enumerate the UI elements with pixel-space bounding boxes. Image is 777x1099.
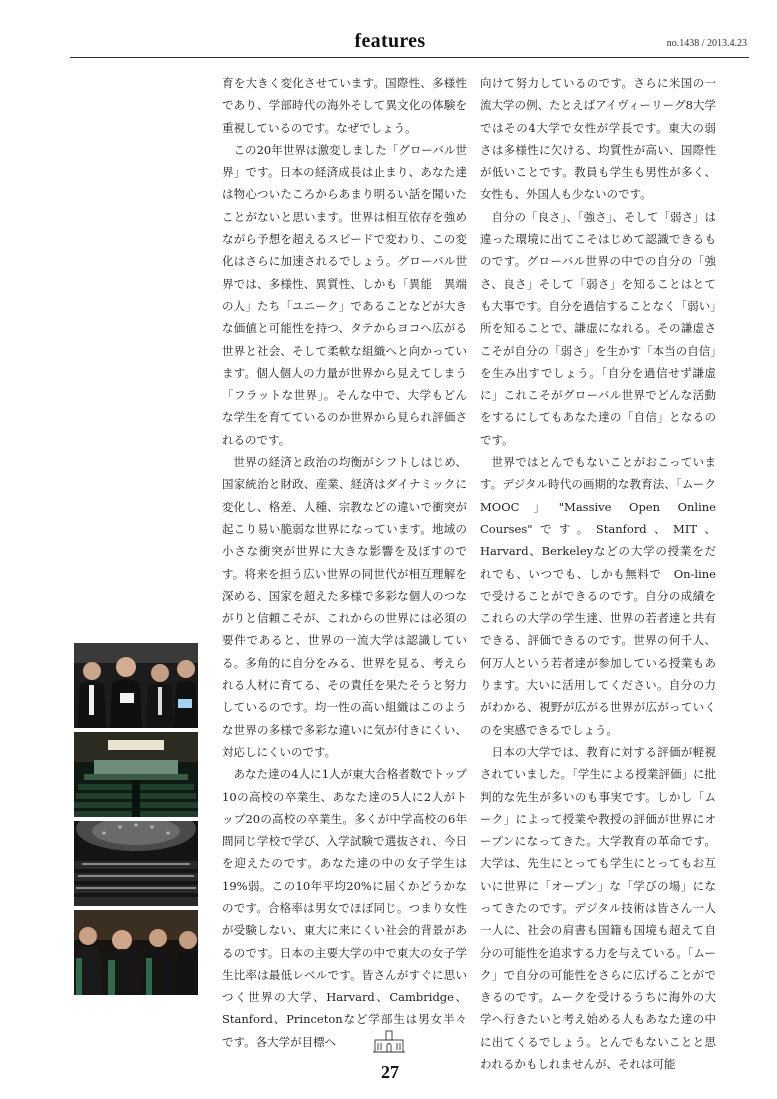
paragraph: 日本の大学では、教育に対する評価が軽視されていました。「学生による授業評価」に批判的な先生が多いのも事実です。しかし「ムーク」によって授業や教授の評価が世界にオープンになってきた。大学教育の革命です。大学は、先生にとっても学生にとってもお互いに世界に「オープン」な「学びの場」になってきたのです。デジタル技術は皆さん一人一人に、社会の肩書も国籍も国境も超えて自分の可能性を追求する力を与えている。「ムーク」で自分の可能性をさらに広げることができるのです。ムークを受けるうちに海外の大学へ行きたいと考え始める人もあなた達の中に出てくるでしょう。とんでもないことと思われるかもしれませんが、それは可能 [480,744,716,1072]
right-text-column [480,72,716,1075]
paragraph: あなた達の4人に1人が東大合格者数でトップ10の高校の卒業生、あなた達の5人に2人がトップ20の高校の卒業生。多くが中学高校の6年間同じ学校で学び、入学試験で選抜され、今日を迎えたのです。あなた達の中の女子学生は19%弱。この10年平均20%に届くかどうかなのです。合格率は男女でほぼ同じ。つまり女性が受験しない、東大に来にくい社会的背景があるのです。日本の主要大学の中で東大の女子学生比率は最低レベルです。皆さんがすぐに思いつく世界の大学、Harvard、Cambridge、Stanford、Princetonなど学部生は男女半々です。各大学が目標へ [222,767,467,1049]
yasuda-auditorium-icon [372,1030,406,1060]
issue-info: no.1438 / 2013.4.23 [666,38,747,49]
students-icon [74,643,198,728]
paragraph: この20年世界は激変しました「グローバル世界」です。日本の経済成長は止まり、あなた達は物心ついたころからあまり明るい話を聞いたことがないと思います。世界は相互依存を強めながら予想を超えるスピードで変わり、この変化はさらに加速されるでしょう。グローバル世界では、多様性、異質性、しかも「異能 異端の人」たち「ユニーク」であることなどが大きな価値と可能性を持つ、タテからヨコへ広がる世界と社会、そして柔軟な組織へと向かっています。個人個人の力量が世界から見えてしまう「フラットな世界」。そんな中で、大学もどんな学生を育てているのか世界から見られ評価されるのです。 [222,142,467,447]
auditorium-stage-icon [74,732,198,817]
section-title: features [354,30,426,52]
page-number: 27 [381,1062,399,1082]
audience-hall-icon [74,821,198,906]
paragraph: 育を大きく変化させています。国際性、多様性であり、学部時代の海外そして異文化の体験を重視しているのです。なぜでしょう。 [222,76,467,135]
left-text-column [222,72,467,1053]
header-divider [70,57,749,58]
photo-strip [74,643,198,999]
paragraph: 向けて努力しているのです。さらに米国の一流大学の例、たとえばアイヴィーリーグ8大学ではその4大学で女性が学長です。東大の弱さは多様性に欠ける、均質性が高い、国際性が低いことです。教員も学生も男性が多く、女性も、外国人も少ないのです。 [480,76,716,202]
paragraph: 自分の「良さ」、「強さ」、そして「弱さ」は違った環境に出てこそはじめて認識できるものです。グローバル世界の中での自分の「強さ、良さ」そして「弱さ」を知ることはとても大事です。自分を過信することなく「弱い」所を知ることで、謙虚になれる。その謙虚さこそが自分の「弱さ」を生かす「本当の自信」を生み出すでしょう。「自分を過信せず謙虚に」これこそがグローバル世界でどんな活動をするにしてもあなた達の「自信」となるのです。 [480,209,716,447]
paragraph: 世界ではとんでもないことがおこっています。デジタル時代の画期的な教育法、「ムーク MOOC」"Massive Open Online Courses"です。Stanford、MIT、Harvard、Berkeleyなどの大学の授業をだれでも、いつでも、しかも無料で On-lineで受けることができるのです。自分の成績をこれらの大学の学生達、世界の若者達と共有できる、評価できるのです。世界の何千人、何万人という若者達が参加している授業もあります。大いに活用してください。自分の力がわかる、視野が広がる世界が広がっていくのを実感できるでしょう。 [480,455,716,737]
paragraph: 世界の経済と政治の均衡がシフトしはじめ、国家統治と財政、産業、経済はダイナミックに変化し、格差、人種、宗教などの違いで衝突が起こり易い脆弱な世界になっています。地域の小さな衝突が世界に大きな影響を及ぼすのです。将来を担う広い世界の同世代が相互理解を深める、国家を超えた多様で多彩な個人のつながりと信頼こそが、これからの世界には必須の要件であると、世界の一流大学は認識している。多角的に自分をみる、世界を見る、考えられる人材に育てる、その責任を果たそうと努力しているのです。均一性の高い組織はこのような世界の多様で多彩な違いに気が付きにくい、対応しにくいのです。 [222,455,467,759]
faculty-gowns-icon [74,910,198,995]
